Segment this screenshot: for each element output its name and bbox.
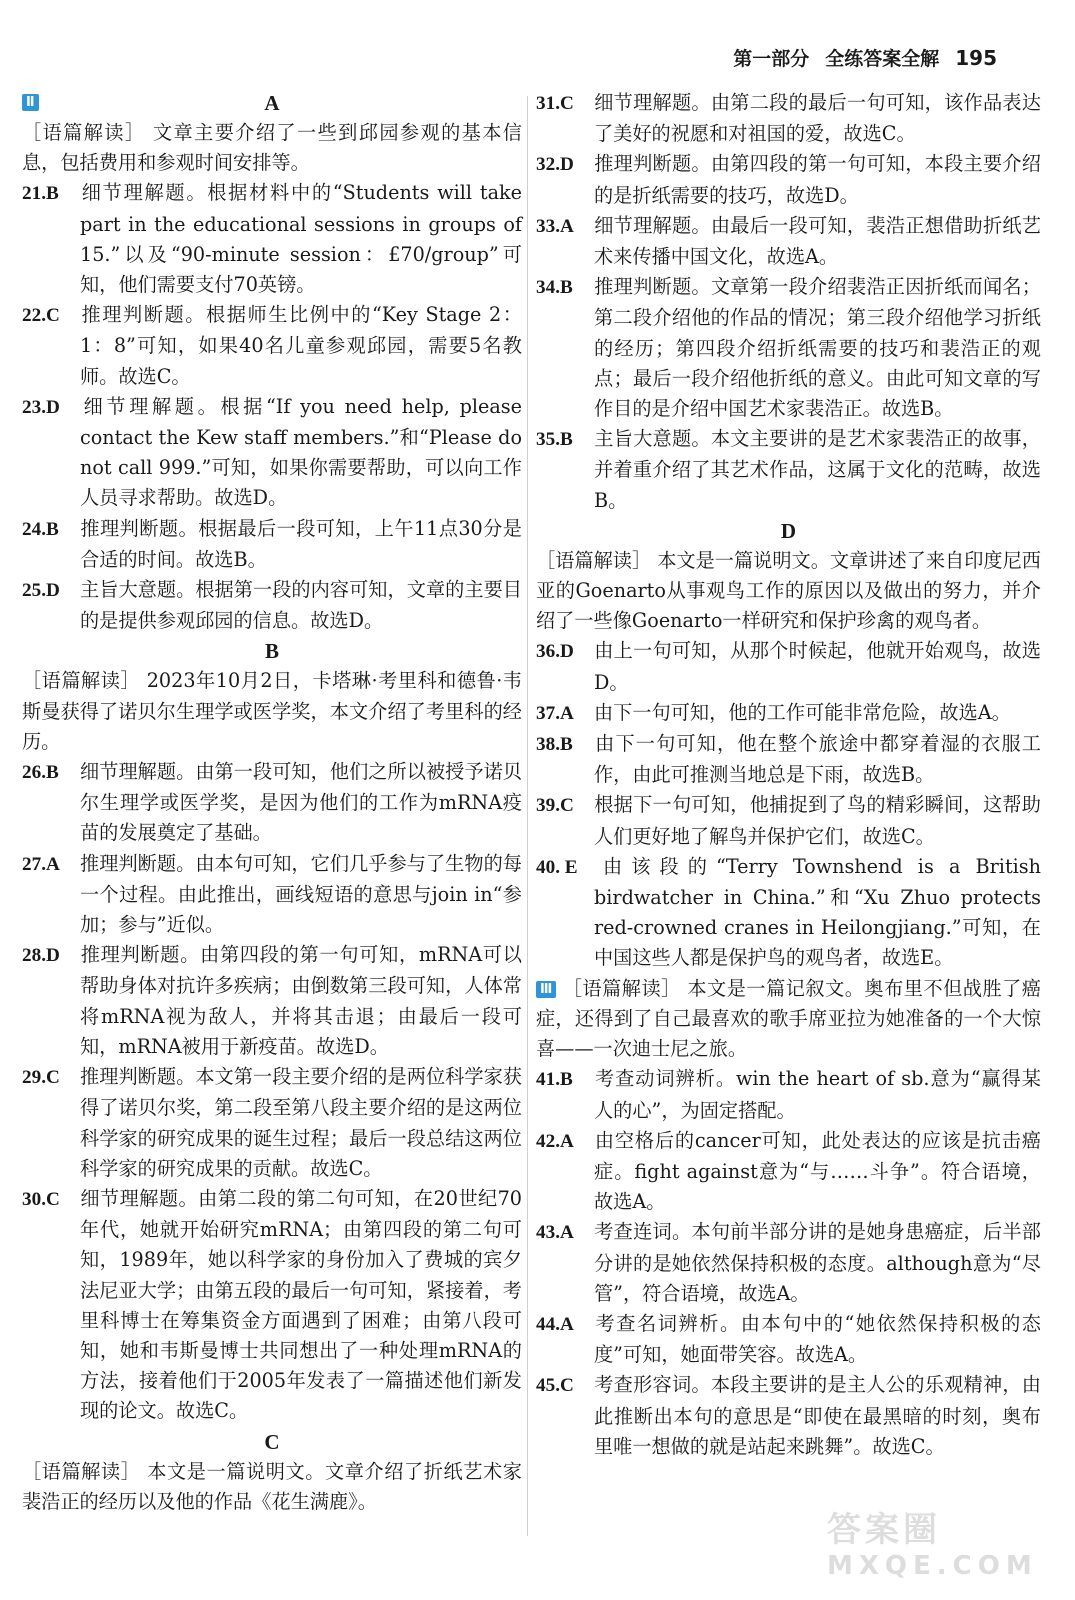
answer-explanation: 细节理解题。由第二段的第二句可知，在20世纪70年代，她就开始研究mRNA；由第四段的第二句可知，1989年，她以科学家的身份加入了费城的宾夕法尼亚大学；由第五段的最后一句可知，紧接着，考里科博士在筹集资金方面遇到了困难；由第八段可知，她和韦斯曼博士共同想出了一种处理mRNA的方法，接着他们于2005年发表了一篇描述他们新发现的论文。故选C。 — [80, 1186, 522, 1423]
answer-number: 32.D — [536, 154, 574, 176]
watermark-bottom: MXQE.COM — [827, 1551, 1038, 1581]
answer-number: 45.C — [536, 1375, 574, 1397]
answer-number: 44.A — [536, 1313, 574, 1335]
answer-item — [536, 1126, 1041, 1218]
answer-item — [22, 757, 522, 849]
answer-explanation: 考查名词辨析。由本句中的“她依然保持积极的态度”可知，她面带笑容。故选A。 — [594, 1311, 1041, 1367]
answer-item — [22, 575, 522, 636]
answer-explanation: 推理判断题。由第四段的第一句可知，本段主要介绍的是折纸需要的技巧，故选D。 — [594, 152, 1041, 207]
answer-explanation: 细节理解题。根据“If you need help, please contact the Kew staff members.”和“Please do not call 999.”可知，如果你需要帮助，可以向工作人员寻求帮助。故选D。 — [80, 394, 522, 510]
summary-text: ［语篇解读］ 2023年10月2日，卡塔琳·考里科和德鲁·韦斯曼获得了诺贝尔生理学或医学奖，本文介绍了考里科的经历。 — [22, 669, 522, 753]
answer-item — [536, 149, 1041, 210]
left-column — [22, 88, 522, 1517]
column-divider — [527, 96, 528, 1536]
section-part-badge: Ⅲ — [536, 981, 556, 998]
answer-item — [22, 940, 522, 1062]
answer-item — [536, 1309, 1041, 1370]
section-label: A — [264, 91, 280, 115]
answer-explanation: 细节理解题。根据材料中的“Students will take part in the educational sessions in groups of 15.”以及“90-minute session：£70/group”可知，他们需要支付70英镑。 — [80, 181, 522, 297]
answer-number: 35.B — [536, 429, 573, 451]
answer-number: 22.C — [22, 305, 60, 327]
answer-explanation: 考查动词辨析。win the heart of sb.意为“赢得某人的心”，为固定搭配。 — [594, 1067, 1041, 1122]
answer-item — [22, 178, 522, 300]
section-heading — [536, 516, 1041, 546]
passage-summary — [22, 118, 522, 178]
passage-summary — [22, 666, 522, 757]
answer-number: 34.B — [536, 277, 573, 299]
summary-text: ［语篇解读］ 文章主要介绍了一些到邱园参观的基本信息，包括费用和参观时间安排等。 — [22, 121, 522, 175]
answer-item — [22, 392, 522, 514]
answer-explanation: 考查连词。本句前半部分讲的是她身患癌症，后半部分讲的是她依然保持积极的态度。although意为“尽管”，符合语境，故选A。 — [594, 1220, 1041, 1305]
section-label: D — [780, 518, 797, 543]
answer-explanation: 根据下一句可知，他捕捉到了鸟的精彩瞬间，这帮助人们更好地了解鸟并保护它们，故选C。 — [594, 793, 1041, 848]
header-title: 全练答案全解 — [825, 48, 940, 70]
answer-number: 24.B — [22, 518, 59, 540]
answer-number: 37.A — [536, 702, 574, 724]
answer-number: 43.A — [536, 1222, 574, 1244]
answer-item — [536, 729, 1041, 790]
answer-number: 30.C — [22, 1188, 60, 1210]
answer-item — [536, 698, 1041, 729]
answer-item — [536, 424, 1041, 516]
watermark-top: 答案圈 — [827, 1510, 941, 1550]
answer-explanation: 由下一句可知，他的工作可能非常危险，故选A。 — [594, 700, 1011, 724]
summary-text: ［语篇解读］ 本文是一篇说明文。文章介绍了折纸艺术家裴浩正的经历以及他的作品《花生满鹿》。 — [22, 1459, 522, 1513]
answer-explanation: 推理判断题。根据师生比例中的“Key Stage 2：1：8”可知，如果40名儿童参观邱园，需要5名教师。故选C。 — [80, 303, 522, 388]
answer-item — [22, 1062, 522, 1184]
answer-item — [22, 1184, 522, 1427]
answer-explanation: 由上一句可知，从那个时候起，他就开始观鸟，故选D。 — [594, 639, 1041, 694]
answer-number: 31.C — [536, 93, 574, 114]
answer-number: 28.D — [22, 945, 60, 967]
answer-explanation: 由下一句可知，他在整个旅途中都穿着湿的衣服工作，由此可推测当地总是下雨，故选B。 — [594, 732, 1041, 787]
answer-explanation: 考查形容词。本段主要讲的是主人公的乐观精神，由此推断出本句的意思是“即使在最黑暗的时刻，奥布里唯一想做的就是站起来跳舞”。故选C。 — [594, 1373, 1041, 1458]
section-part-badge: Ⅱ — [22, 94, 39, 111]
answer-item — [22, 849, 522, 941]
answer-item — [536, 1370, 1041, 1462]
answer-item — [536, 88, 1041, 149]
answer-number: 21.B — [22, 183, 59, 205]
answer-number: 23.D — [22, 396, 60, 418]
answer-item — [536, 636, 1041, 697]
answer-explanation: 细节理解题。由第二段的最后一句可知，该作品表达了美好的祝愿和对祖国的爱，故选C。 — [594, 91, 1041, 146]
answer-item — [536, 852, 1041, 974]
answer-number: 33.A — [536, 215, 574, 237]
answer-explanation: 推理判断题。文章第一段介绍裴浩正因折纸而闻名；第二段介绍他的作品的情况；第三段介绍他学习折纸的经历；第四段介绍折纸需要的技巧和裴浩正的观点；最后一段介绍他折纸的意义。由此可知文章的写作目的是介绍中国艺术家裴浩正。故选B。 — [594, 275, 1041, 421]
answer-explanation: 主旨大意题。本文主要讲的是艺术家裴浩正的故事，并着重介绍了其艺术作品，这属于文化的范畴，故选B。 — [594, 427, 1041, 512]
answer-number: 39.C — [536, 795, 574, 817]
answer-item — [536, 272, 1041, 424]
answer-number: 42.A — [536, 1130, 574, 1152]
answer-number: 27.A — [22, 853, 60, 875]
answer-number: 29.C — [22, 1067, 60, 1089]
answer-explanation: 由该段的“Terry Townshend is a British birdwatcher in China.”和“Xu Zhuo protects red-crowned cranes in Heilongjiang.”可知，在中国这些人都是保护鸟的观鸟者，故选E。 — [594, 854, 1041, 970]
answer-explanation: 细节理解题。由第一段可知，他们之所以被授予诺贝尔生理学或医学奖，是因为他们的工作为mRNA疫苗的发展奠定了基础。 — [80, 760, 522, 845]
answer-item — [22, 300, 522, 392]
section-label: C — [264, 1429, 280, 1454]
passage-summary — [22, 1457, 522, 1517]
page-header — [733, 44, 997, 71]
answer-number: 36.D — [536, 641, 574, 663]
passage-summary — [536, 974, 1041, 1065]
answer-explanation: 细节理解题。由最后一段可知，裴浩正想借助折纸艺术来传播中国文化，故选A。 — [594, 213, 1041, 269]
answer-explanation: 推理判断题。由本句可知，它们几乎参与了生物的每一个过程。由此推出，画线短语的意思与join in“参加；参与”近似。 — [80, 851, 522, 937]
page-number: 195 — [955, 46, 997, 70]
answer-item — [536, 1217, 1041, 1309]
summary-text: ［语篇解读］ 本文是一篇说明文。文章讲述了来自印度尼西亚的Goenarto从事观鸟工作的原因以及做出的努力，并介绍了一些像Goenarto一样研究和保护珍禽的观鸟者。 — [536, 548, 1041, 633]
answer-explanation: 推理判断题。本文第一段主要介绍的是两位科学家获得了诺贝尔奖，第二段至第八段主要介绍的是这两位科学家的研究成果的诞生过程；最后一段总结这两位科学家的研究成果的贡献。故选C。 — [80, 1065, 522, 1180]
answer-explanation: 主旨大意题。根据第一段的内容可知，文章的主要目的是提供参观邱园的信息。故选D。 — [80, 578, 522, 633]
answer-item — [536, 211, 1041, 272]
answer-explanation: 推理判断题。根据最后一段可知，上午11点30分是合适的时间。故选B。 — [80, 516, 522, 571]
watermark — [827, 1502, 1047, 1582]
section-label: B — [264, 639, 279, 664]
answer-explanation: 由空格后的cancer可知，此处表达的应该是抗击癌症。fight against意为“与……斗争”。符合语境，故选A。 — [594, 1128, 1041, 1214]
section-heading — [22, 1427, 522, 1457]
answer-number: 25.D — [22, 580, 60, 602]
answer-item — [536, 790, 1041, 851]
answer-number: 40. E — [536, 856, 578, 878]
section-heading — [22, 88, 522, 118]
right-column — [536, 88, 1041, 1462]
answer-item — [536, 1064, 1041, 1125]
section-heading — [22, 636, 522, 666]
answer-item — [22, 514, 522, 575]
answer-explanation: 推理判断题。由第四段的第一句可知，mRNA可以帮助身体对抗许多疾病；由倒数第三段可知，人体常将mRNA视为敌人，并将其击退；由最后一段可知，mRNA被用于新疫苗。故选D。 — [80, 943, 522, 1058]
answer-number: 41.B — [536, 1069, 573, 1091]
answer-number: 38.B — [536, 734, 573, 756]
header-section: 第一部分 — [733, 48, 810, 70]
summary-text: ［语篇解读］ 本文是一篇记叙文。奥布里不但战胜了癌症，还得到了自己最喜欢的歌手席亚拉为她准备的一个大惊喜——一次迪士尼之旅。 — [536, 976, 1041, 1061]
passage-summary — [536, 546, 1041, 637]
answer-number: 26.B — [22, 762, 59, 784]
